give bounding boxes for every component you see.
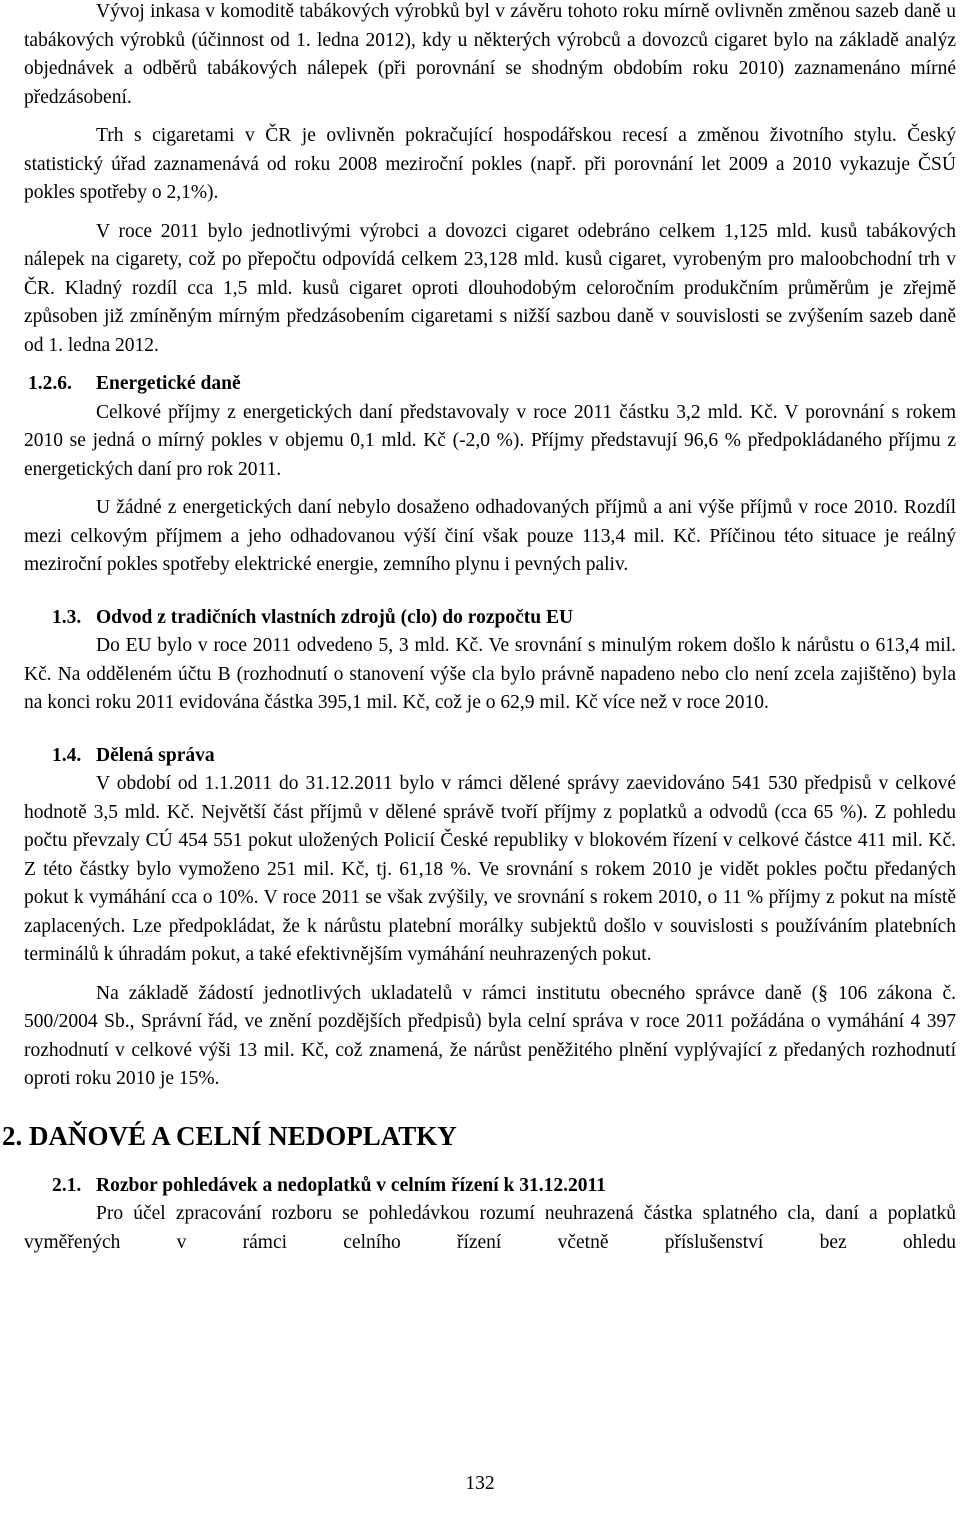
document-page — [2, 0, 956, 1257]
paragraph-tobacco-revenue: Vývoj inkasa v komoditě tabákových výrobků byl v závěru tohoto roku mírně ovlivněn změnou sazeb daně u tabákových výrobků (účinnost od 1. ledna 2012), kdy u některých výrobců a dovozců cigaret bylo na základě analýz objednávek a odběrů tabákových nálepek (při porovnání se shodným obdobím roku 2010) zaznamenáno mírné předzásobení. — [24, 1, 956, 108]
paragraph-eu-customs: Do EU bylo v roce 2011 odvedeno 5, 3 mld. Kč. Ve srovnání s minulým rokem došlo k nárůstu o 613,4 mil. Kč. Na odděleném účtu B (rozhodnutí o stanovení výše cla bylo právně napadeno nebo clo není zcela zajištěno) byla na konci roku 2011 evidována částka 395,1 mil. Kč, což je o 62,9 mil. Kč více než v roce 2010. — [24, 635, 956, 713]
heading-1-4 — [24, 742, 956, 771]
heading-number: 1.4. — [52, 744, 82, 766]
heading-number: 2.1. — [52, 1174, 82, 1196]
paragraph-tobacco-stamps: V roce 2011 bylo jednotlivými výrobci a dovozci cigaret odebráno celkem 1,125 mld. kusů tabákových nálepek na cigarety, což po přepočtu odpovídá celkem 23,128 mld. kusů cigaret, vyrobeným pro maloobchodní trh v ČR. Kladný rozdíl cca 1,5 mld. kusů cigaret oproti dlouhodobým celoročním produkčním průměrům je zřejmě způsoben již zmíněným mírným předzásobením cigaretami s nižší sazbou daně v souvislosti se zvýšením sazeb daně od 1. ledna 2012. — [24, 220, 956, 356]
heading-2-1 — [24, 1172, 956, 1201]
heading-title: Dělená správa — [96, 744, 215, 766]
heading-title: Energetické daně — [96, 373, 241, 394]
paragraph-cigarette-market: Trh s cigaretami v ČR je ovlivněn pokračující hospodářskou recesí a změnou životního stylu. Český statistický úřad zaznamenává od roku 2008 meziroční pokles (např. při porovnání let 2009 a 2010 vykazuje ČSÚ pokles spotřeby o 2,1%). — [24, 125, 956, 203]
heading-1-3 — [24, 604, 956, 633]
heading-1-2-6 — [24, 370, 956, 399]
paragraph-shared-administration: V období od 1.1.2011 do 31.12.2011 bylo v rámci dělené správy zaevidováno 541 530 předpisů v celkové hodnotě 3,5 mld. Kč. Největší část příjmů v dělené správě tvoří příjmy z poplatků a odvodů (cca 65 %). Z pohledu počtu převzaly CÚ 454 551 pokut uložených Policií České republiky v blokovém řízení v celkové částce 411 mil. Kč. Z této částky bylo vymoženo 251 mil. Kč, tj. 61,18 %. Ve srovnání s rokem 2010 je vidět pokles počtu předaných pokut k vymáhání cca o 10%. V roce 2011 se však zvýšily, ve srovnání s rokem 2010, o 11 % příjmy z pokut na místě zaplacených. Lze předpokládat, že k nárůstu platební morálky subjektů došlo v souvislosti s používáním platebních terminálů k úhradám pokut, a také efektivnějším vymáhání neuhrazených pokut. — [24, 773, 956, 965]
paragraph-energy-taxes: Celkové příjmy z energetických daní představovaly v roce 2011 částku 3,2 mld. Kč. V porovnání s rokem 2010 se jedná o mírný pokles v objemu 0,1 mld. Kč (-2,0 %). Příjmy představují 96,6 % předpokládaného příjmu z energetických daní pro rok 2011. — [24, 401, 956, 480]
heading-number: 1.3. — [52, 606, 82, 628]
heading-title: Odvod z tradičních vlastních zdrojů (clo) do rozpočtu EU — [96, 606, 574, 628]
heading-title: Rozbor pohledávek a nedoplatků v celním řízení k 31.12.2011 — [96, 1174, 606, 1196]
paragraph-tax-administrator: Na základě žádostí jednotlivých ukladatelů v rámci institutu obecného správce daně (§ 106 zákona č. 500/2004 Sb., Správní řád, ve znění pozdějších předpisů) byla celní správa v roce 2011 požádána o vymáhání 4 397 rozhodnutí v celkové výši 13 mil. Kč, což znamená, že nárůst peněžitého plnění vyplývající z předaných rozhodnutí oproti roku 2010 je 15%. — [24, 982, 956, 1089]
heading-2: 2. DAŇOVÉ A CELNÍ NEDOPLATKY — [2, 1120, 457, 1151]
paragraph-energy-estimates: U žádné z energetických daní nebylo dosaženo odhadovaných příjmů a ani výše příjmů v roce 2010. Rozdíl mezi celkovým příjmem a jeho odhadovanou výší činí však pouze 113,4 mil. Kč. Příčinou této situace je reálný meziroční pokles spotřeby elektrické energie, zemního plynu i pevných paliv. — [24, 497, 956, 575]
paragraph-receivables-analysis: Pro účel zpracování rozboru se pohledávkou rozumí neuhrazená částka splatného cla, daní a poplatků vyměřených v rámci celního řízení včetně příslušenství bez ohledu — [24, 1203, 956, 1253]
heading-number: 1.2.6. — [28, 373, 72, 394]
page-number: 132 — [465, 1473, 495, 1494]
